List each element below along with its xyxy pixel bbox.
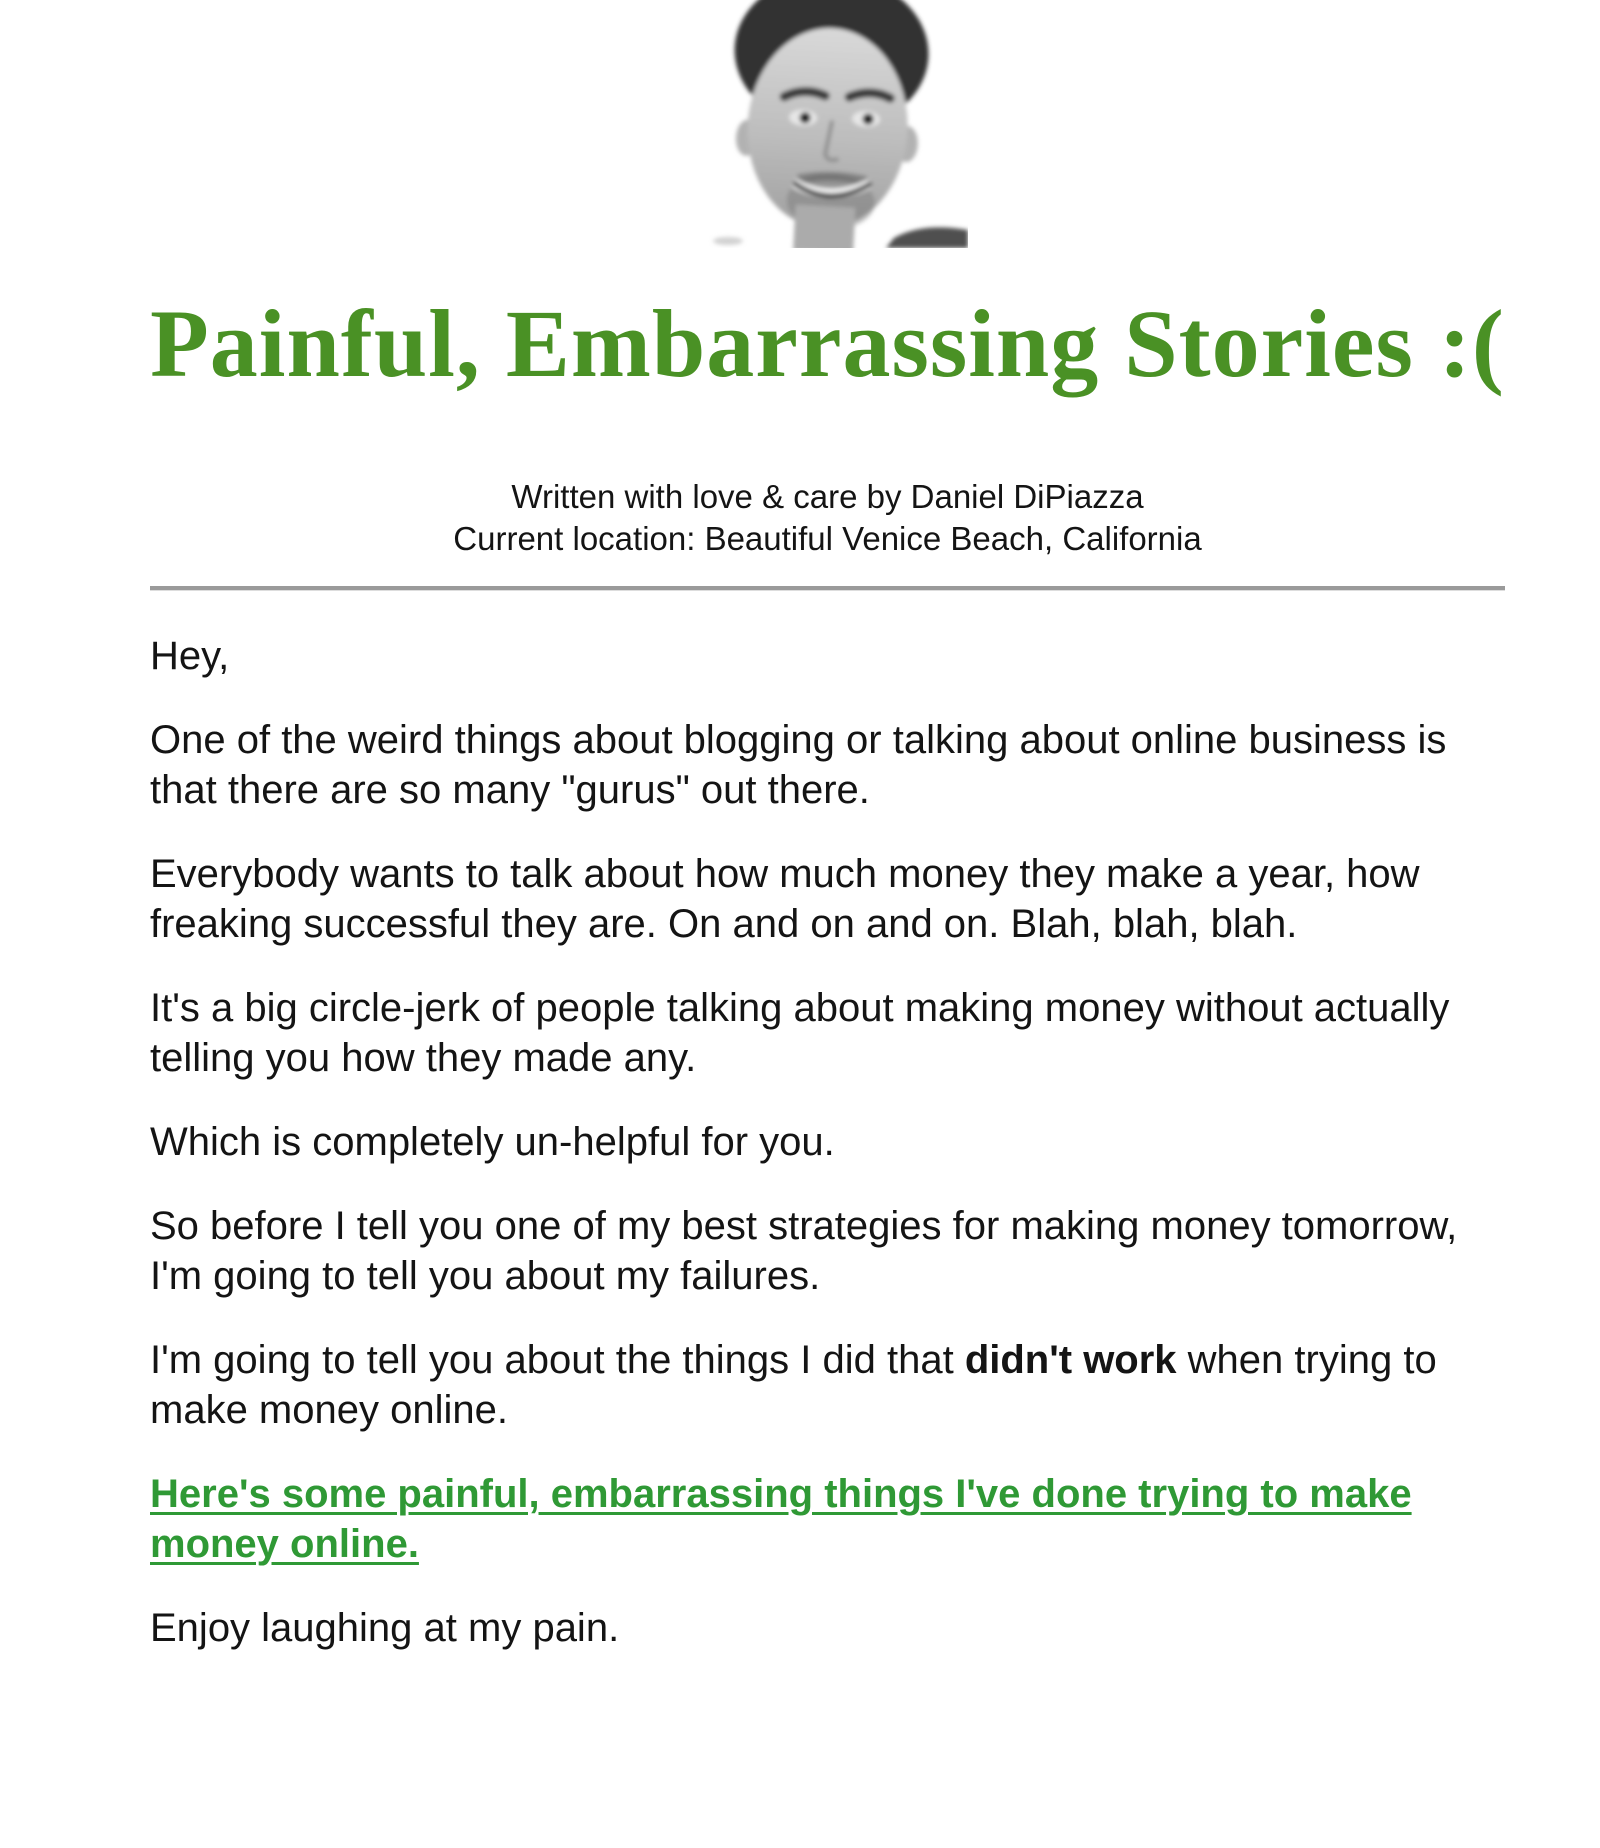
divider-rule	[150, 586, 1505, 591]
didnt-work-bold: didn't work	[964, 1337, 1177, 1382]
paragraph-unhelpful: Which is completely un-helpful for you.	[150, 1119, 835, 1164]
didnt-work-after: when trying to make money online.	[150, 1337, 1437, 1432]
byline-block	[150, 476, 1505, 560]
author-headshot-photo	[688, 0, 968, 248]
paragraph-circle-jerk: It's a big circle-jerk of people talking about making money without actually telling you how they made any.	[150, 985, 1450, 1080]
paragraph-closing: Enjoy laughing at my pain.	[150, 1605, 620, 1650]
page-title: Painful, Embarrassing Stories :(	[150, 290, 1505, 397]
email-content	[150, 0, 1505, 1653]
didnt-work-before: I'm going to tell you about the things I did that	[150, 1337, 965, 1382]
paragraph-greeting: Hey,	[150, 633, 230, 678]
paragraph-link	[150, 1469, 1505, 1569]
paragraph-gurus: One of the weird things about blogging or talking about online business is that there are so many "gurus" out there.	[150, 717, 1447, 812]
paragraph-money-talk: Everybody wants to talk about how much money they make a year, how freaking successful they are. On and on and on. Blah, blah, blah.	[150, 851, 1420, 946]
embarrassing-stories-link[interactable]: Here's some painful, embarrassing things I've done trying to make money online.	[150, 1471, 1412, 1566]
letter-body	[150, 631, 1505, 1653]
paragraph-failures: So before I tell you one of my best strategies for making money tomorrow, I'm going to tell you about my failures.	[150, 1203, 1458, 1298]
byline: Written with love & care by Daniel DiPiazza	[511, 477, 1144, 515]
author-photo-container	[150, 0, 1505, 248]
paragraph-didnt-work	[150, 1335, 1505, 1435]
location-line: Current location: Beautiful Venice Beach, California	[453, 519, 1202, 557]
